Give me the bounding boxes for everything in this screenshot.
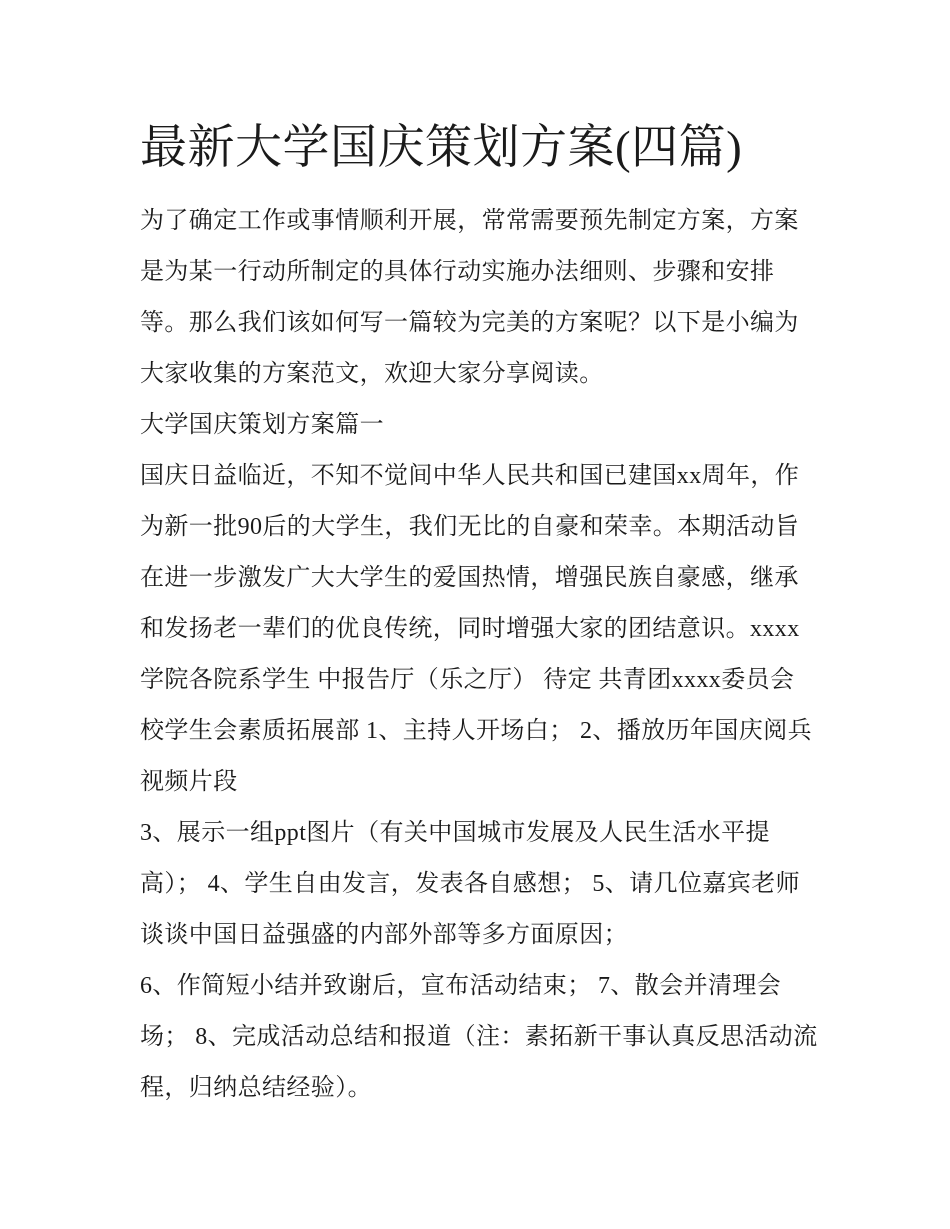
body-paragraph: 3、展示一组ppt图片（有关中国城市发展及人民生活水平提高）； 4、学生自由发言，发表各自感想； 5、请几位嘉宾老师谈谈中国日益强盛的内部外部等多方面原因； [140, 820, 800, 948]
document-title: 最新大学国庆策划方案(四篇) [140, 122, 743, 174]
section-heading: 大学国庆策划方案篇一 [140, 412, 384, 438]
body-paragraph: 6、作简短小结并致谢后，宣布活动结束； 7、散会并清理会场； 8、完成活动总结和报道（注：素拓新干事认真反思活动流程，归纳总结经验）。 [140, 973, 818, 1101]
document-body [140, 112, 820, 1114]
body-paragraph: 国庆日益临近，不知不觉间中华人民共和国已建国xx周年，作为新一批90后的大学生，我们无比的自豪和荣幸。本期活动旨在进一步激发广大大学生的爱国热情，增强民族自豪感，继承和发扬老一辈们的优良传统，同时增强大家的团结意识。xxxx学院各院系学生 中报告厅（乐之厅） 待定 共青团xxxx委员会 校学生会素质拓展部 1、主持人开场白； 2、播放历年国庆阅兵视频片段 [140, 463, 812, 795]
intro-paragraph: 为了确定工作或事情顺利开展，常常需要预先制定方案，方案是为某一行动所制定的具体行动实施办法细则、步骤和安排等。那么我们该如何写一篇较为完美的方案呢？以下是小编为大家收集的方案范文，欢迎大家分享阅读。 [140, 208, 799, 387]
